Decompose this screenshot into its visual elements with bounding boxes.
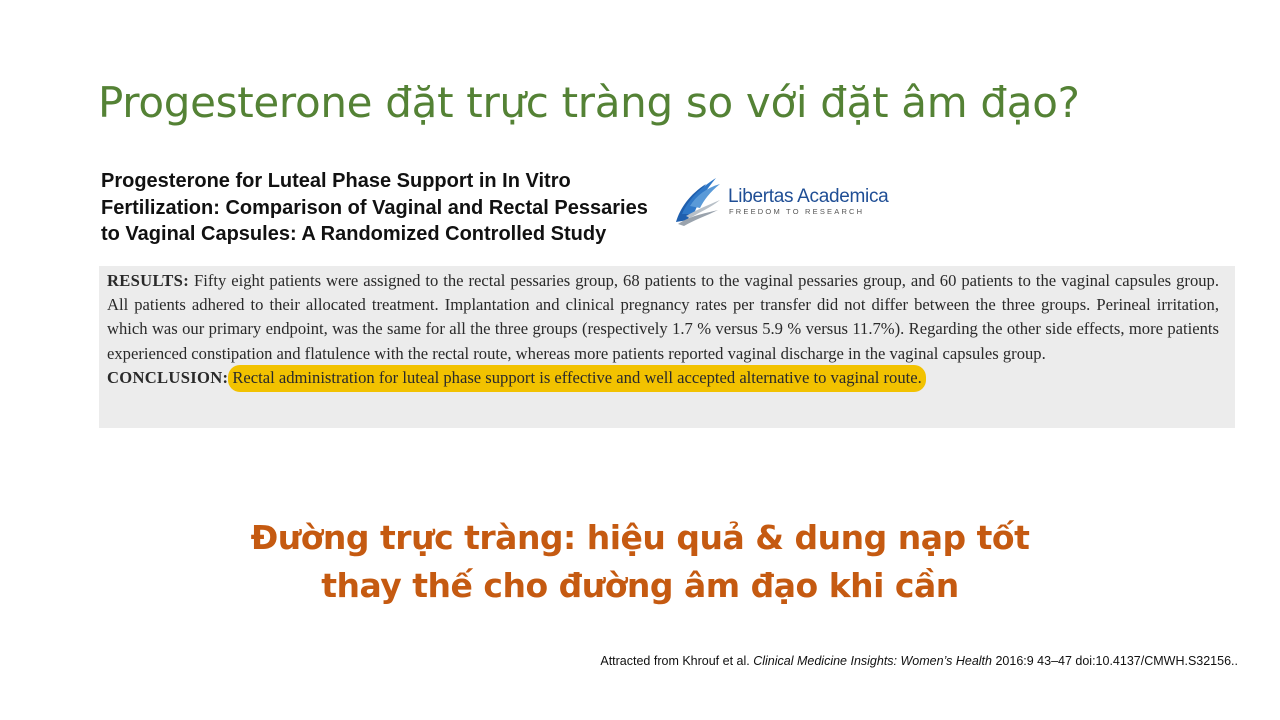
publisher-tagline: FREEDOM TO RESEARCH <box>729 207 865 216</box>
paper-title <box>101 168 671 248</box>
citation-prefix: Attracted from Khrouf et al. <box>600 654 754 668</box>
paper-title-line: Progesterone for Luteal Phase Support in In Vitro <box>101 170 571 192</box>
paper-title-line: to Vaginal Capsules: A Randomized Controlled Study <box>101 223 607 245</box>
bird-wings-logo-icon <box>672 170 724 226</box>
takeaway-line: Đường trực tràng: hiệu quả & dung nạp tốt <box>250 518 1030 557</box>
results-text: Fifty eight patients were assigned to the rectal pessaries group, 68 patients to the vaginal pessaries group, and 60 patients to the vaginal capsules group. All patients adhered to their allocated treatment. Implantation and clinical pregnancy rates per transfer did not differ between the three groups. Perineal irritation, which was our primary endpoint, was the same for all the three groups (respectively 1.7 % versus 5.9 % versus 11.7%). Regarding the other side effects, more patients experienced constipation and flatulence with the rectal route, whereas more patients reported vaginal discharge in the vaginal capsules group. <box>107 271 1219 363</box>
citation-suffix: 2016:9 43–47 doi:10.4137/CMWH.S32156.. <box>991 654 1238 668</box>
publisher-logo <box>672 170 889 228</box>
publisher-name: Libertas Academica <box>728 186 889 207</box>
abstract-text <box>107 269 1219 390</box>
takeaway-line: thay thế cho đường âm đạo khi cần <box>321 566 959 605</box>
citation-journal: Clinical Medicine Insights: Women’s Health <box>753 654 992 668</box>
results-label: RESULTS: <box>107 271 190 290</box>
conclusion-highlight: Rectal administration for luteal phase support is effective and well accepted alternative to vaginal route. <box>228 365 925 392</box>
conclusion-line <box>107 366 1219 390</box>
slide-title: Progesterone đặt trực tràng so với đặt âm đạo? <box>98 78 1080 127</box>
paper-title-line: Fertilization: Comparison of Vaginal and Rectal Pessaries <box>101 196 648 219</box>
conclusion-label: CONCLUSION: <box>107 367 229 387</box>
citation <box>600 654 1238 668</box>
takeaway-message <box>0 514 1280 610</box>
abstract-excerpt <box>99 266 1235 428</box>
